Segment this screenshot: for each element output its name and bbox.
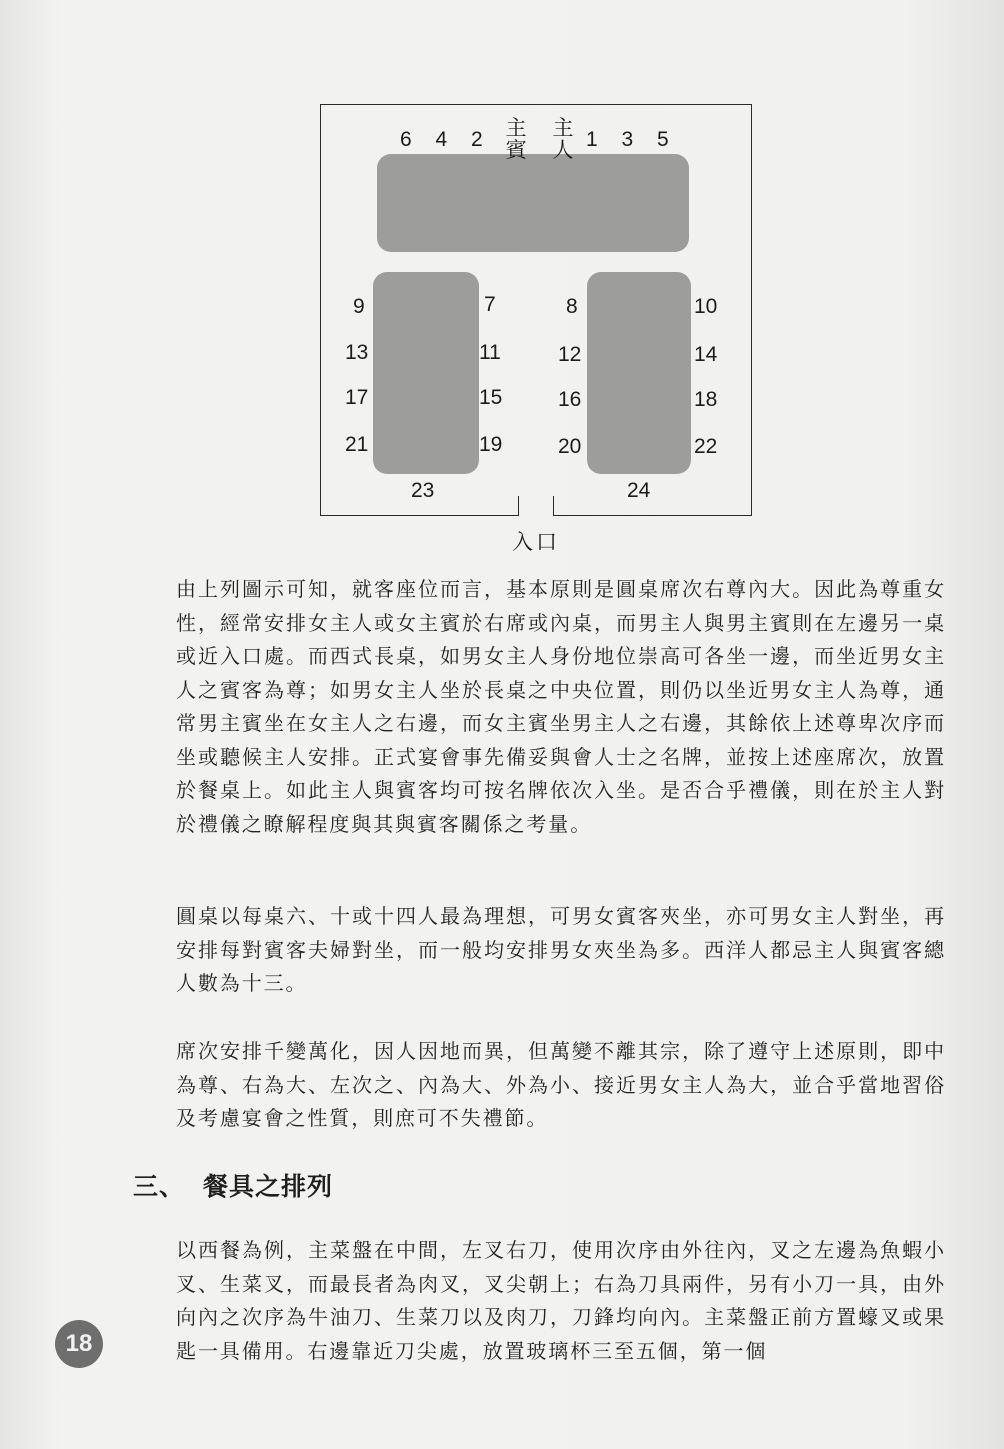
seat-number: 17 (345, 386, 369, 409)
right-long-table (587, 272, 691, 474)
seat-number: 16 (558, 388, 582, 411)
seat-head-guest: 主賓 (505, 117, 527, 162)
seat-number: 13 (345, 341, 369, 364)
entrance-label: 入口 (512, 530, 560, 554)
door-post-left (518, 496, 519, 516)
diagram-wall-right (553, 515, 752, 516)
seat-number: 18 (694, 388, 718, 411)
seat-number: 24 (627, 479, 651, 502)
seat-number: 23 (411, 479, 435, 502)
door-post-right (553, 496, 554, 516)
section-title: 餐具之排列 (203, 1172, 334, 1201)
seat-number: 21 (345, 433, 369, 456)
seat-number: 9 (353, 295, 365, 318)
seat-number: 15 (479, 386, 503, 409)
seat-host: 主人 (552, 117, 574, 162)
seat-number: 8 (566, 295, 578, 318)
seat-number: 12 (558, 343, 582, 366)
paragraph-tableware: 以西餐為例，主菜盤在中間，左叉右刀，使用次序由外往內，叉之左邊為魚蝦小叉、生菜叉，而最長者為肉叉，叉尖朝上；右為刀具兩件，另有小刀一具，由外向內之次序為牛油刀、生菜刀以及肉刀，刀鋒均向內。主菜盤正前方置蠔叉或果匙一具備用。右邊靠近刀尖處，放置玻璃杯三至五個，第一個 (176, 1238, 946, 1363)
section-number: 三、 (133, 1172, 186, 1201)
paragraph-seating-principles: 由上列圖示可知，就客座位而言，基本原則是圓桌席次右尊內大。因此為尊重女性，經常安排女主人或女主賓於右席或內桌，而男主人與男主賓則在左邊另一桌或近入口處。而西式長桌，如男女主人身份地位崇高可各坐一邊，而坐近男女主人之賓客為尊；如男女主人坐於長桌之中央位置，則仍以坐近男女主人為尊，通常男主賓坐在女主人之右邊，而女主賓坐男主人之右邊，其餘依上述尊卑次序而坐或聽候主人安排。正式宴會事先備妥與會人士之名牌，並按上述座席次，放置於餐桌上。如此主人與賓客均可按名牌依次入坐。是否合乎禮儀，則在於主人對於禮儀之瞭解程度與其與賓客關係之考量。 (176, 577, 946, 836)
seat-number: 11 (479, 341, 501, 364)
seat-number: 19 (479, 433, 503, 456)
seat-number: 22 (694, 435, 718, 458)
seats-top-right: 1 3 5 (586, 128, 678, 151)
left-long-table (373, 272, 479, 474)
paragraph-round-table: 圓桌以每桌六、十或十四人最為理想，可男女賓客夾坐，亦可男女主人對坐，再安排每對賓客夫婦對坐，而一般均安排男女夾坐為多。西洋人都忌主人與賓客總人數為十三。 (176, 904, 946, 995)
seat-number: 20 (558, 435, 582, 458)
section-heading (133, 1167, 333, 1203)
paragraph-seating-variations: 席次安排千變萬化，因人因地而異，但萬變不離其宗，除了遵守上述原則，即中為尊、右為大、左次之、內為大、外為小、接近男女主人為大，並合乎當地習俗及考慮宴會之性質，則庶可不失禮節。 (176, 1039, 946, 1130)
seat-number: 14 (694, 343, 718, 366)
head-table (377, 154, 689, 252)
seat-number: 7 (484, 293, 496, 316)
seat-number: 10 (694, 295, 718, 318)
page-number-badge: 18 (55, 1320, 103, 1368)
seats-top-left: 6 4 2 (400, 128, 492, 151)
diagram-wall-left (320, 515, 519, 516)
